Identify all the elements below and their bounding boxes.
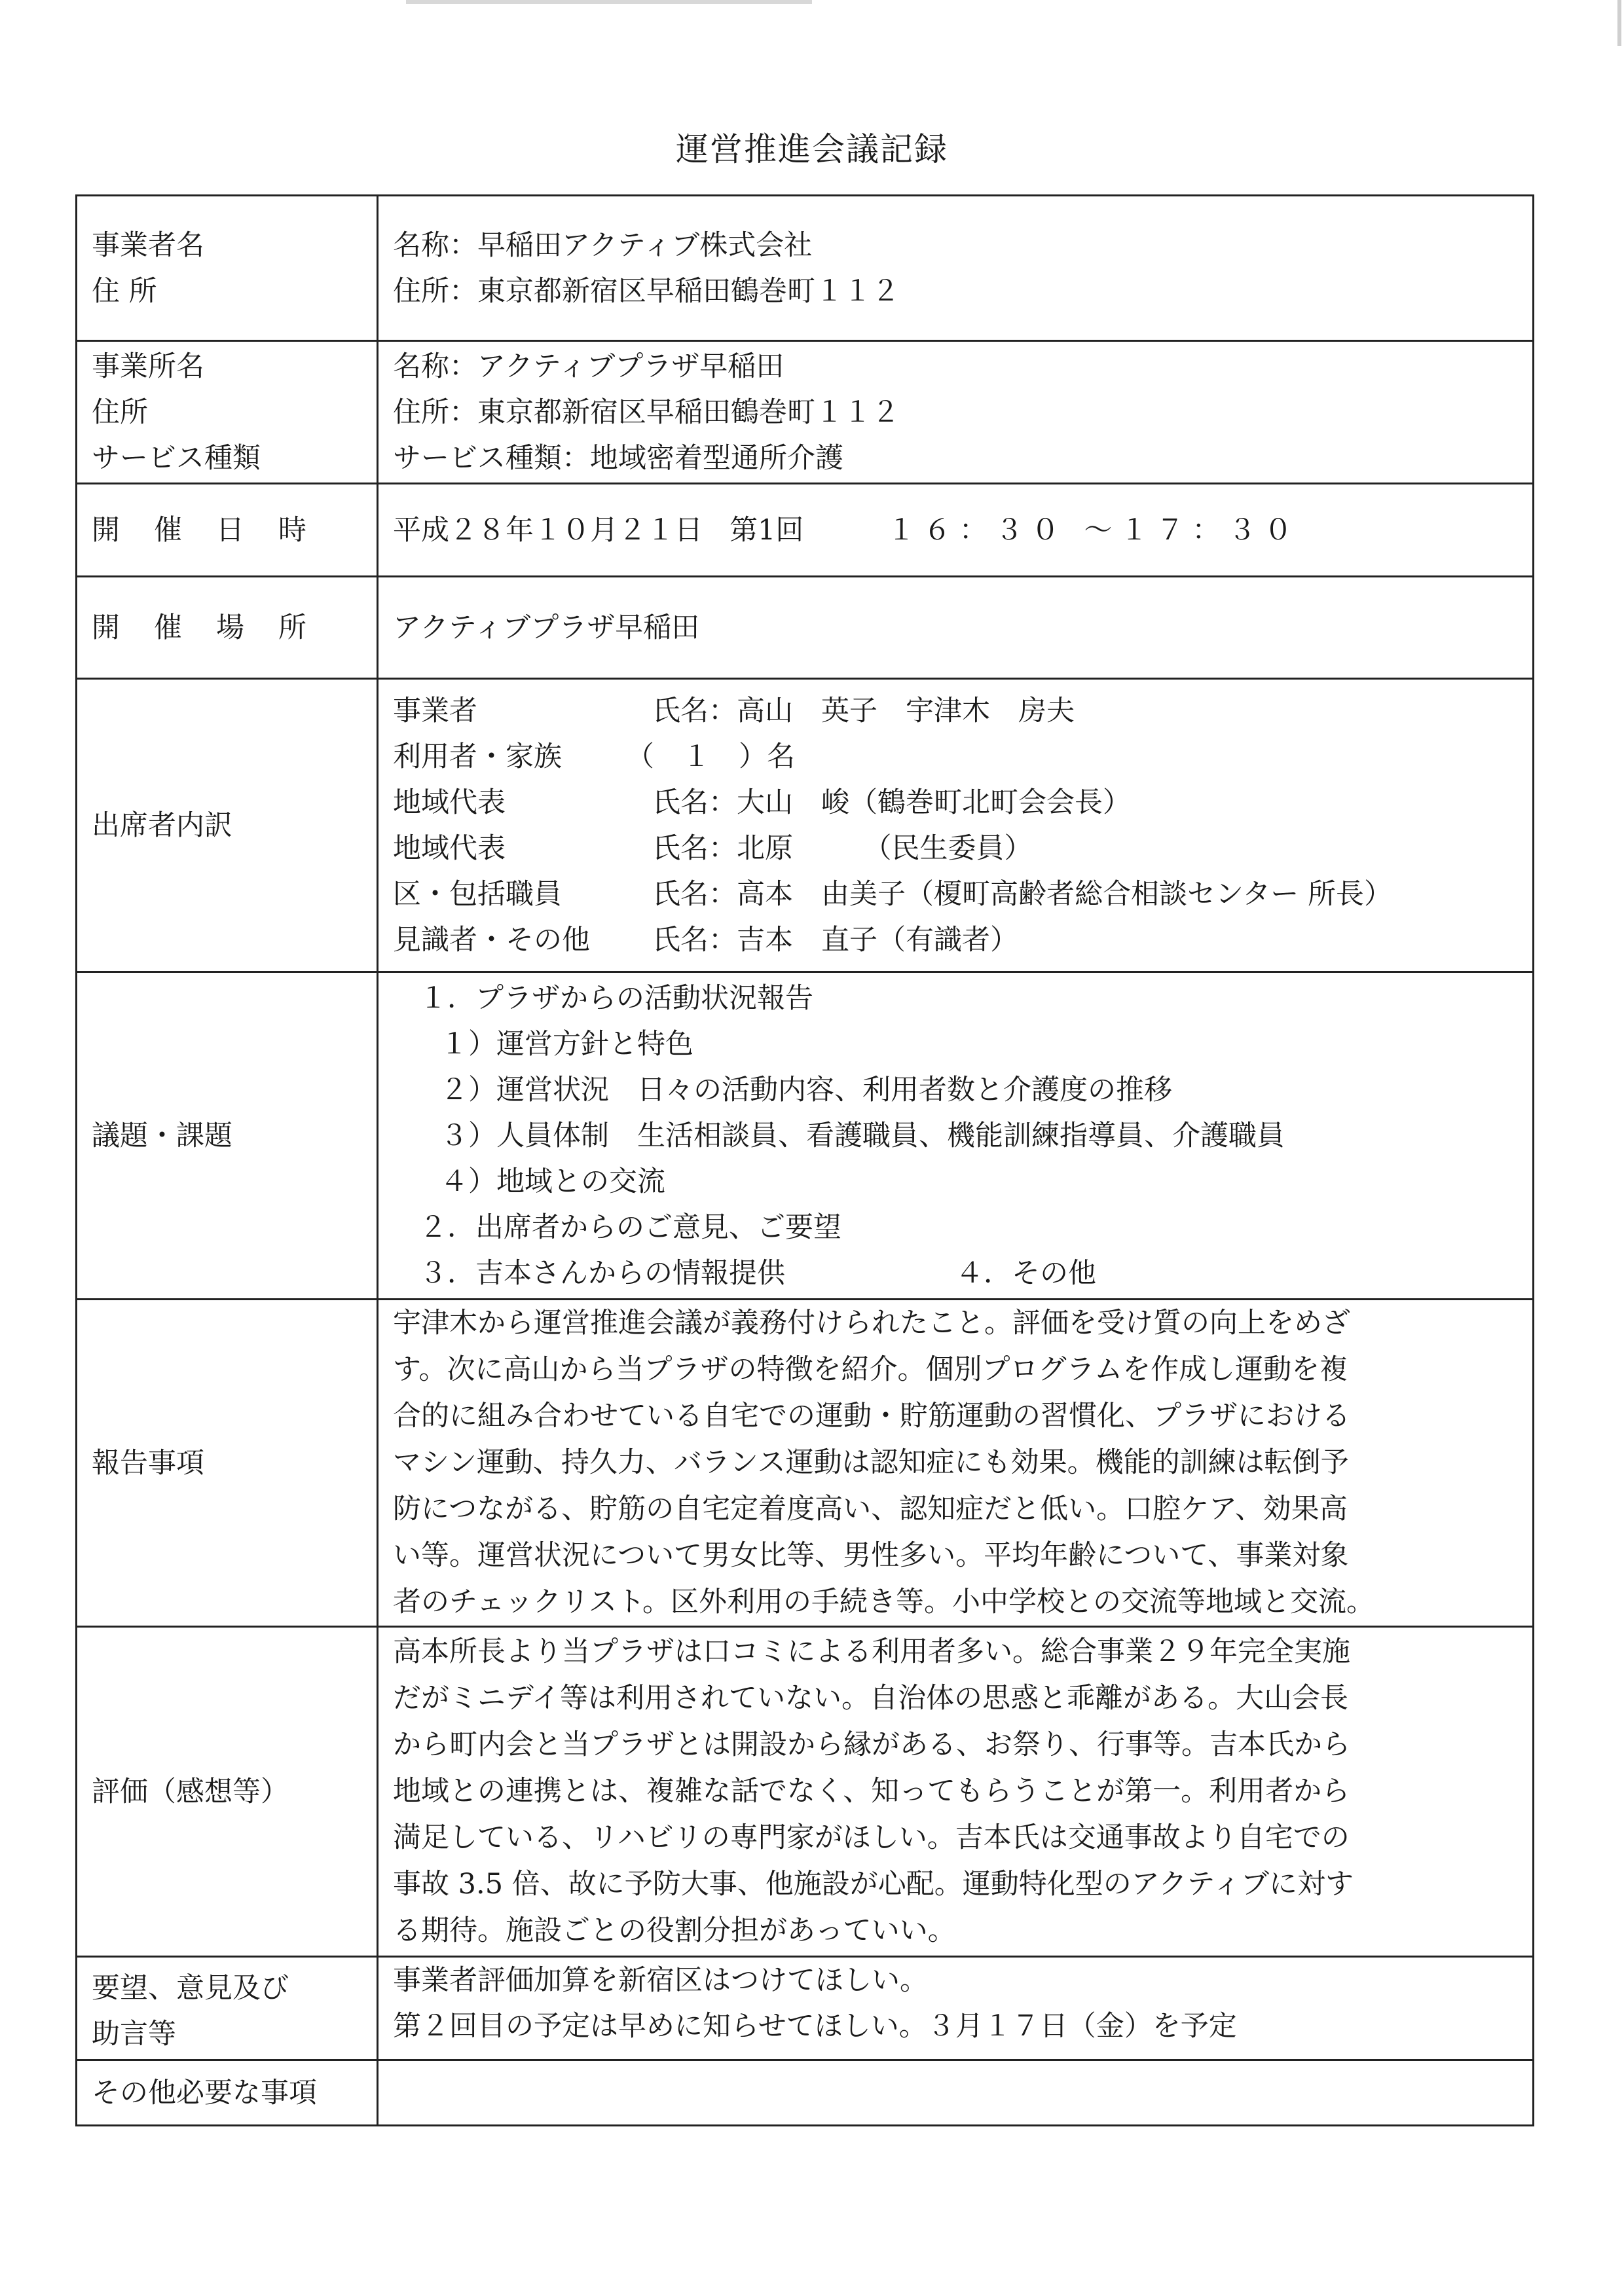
attendee-role: 区・包括職員	[393, 877, 562, 911]
agenda-subitem: １）運営方針と特色	[440, 1027, 693, 1061]
label-text: 開催日時	[92, 513, 341, 547]
agenda-item: １．プラザからの活動状況報告	[419, 981, 813, 1015]
value-other	[378, 2060, 1534, 2126]
label-text: 開催場所	[92, 611, 341, 644]
value-office	[378, 341, 1534, 484]
value-agenda	[378, 972, 1534, 1300]
attendee-item	[393, 734, 1518, 780]
evaluation-line: から町内会と当プラザとは開設から縁がある、お祭り、行事等。吉本氏から	[393, 1728, 1350, 1761]
attendee-role: 事業者	[393, 694, 477, 727]
evaluation-line: る期待。施設ごとの役割分担があっていい。	[393, 1914, 956, 1947]
value-line: 住所：東京都新宿区早稲田鶴巻町１１２	[393, 274, 900, 308]
row-attendees	[77, 679, 1534, 972]
label-requests	[77, 1957, 378, 2060]
label-line: 住 所	[92, 274, 157, 308]
label-evaluation: 評価（感想等）	[77, 1627, 378, 1957]
row-report	[77, 1300, 1534, 1627]
meeting-date: 平成２８年１０月２１日	[393, 513, 703, 547]
attendee-detail: （ １ ）名	[626, 740, 795, 773]
row-operator	[77, 196, 1534, 341]
scan-artifact-right	[1617, 0, 1621, 46]
label-report: 報告事項	[77, 1300, 378, 1627]
agenda-item-other: ４．その他	[955, 1256, 1096, 1290]
row-venue	[77, 577, 1534, 679]
label-line: 事業所名	[92, 350, 204, 383]
evaluation-line: だがミニデイ等は利用されていない。自治体の思惑と乖離がある。大山会長	[393, 1682, 1348, 1715]
agenda-subitem: ４）地域との交流	[440, 1165, 665, 1198]
label-office	[77, 341, 378, 484]
request-line: 事業者評価加算を新宿区はつけてほしい。	[393, 1964, 928, 1997]
value-datetime	[378, 484, 1534, 577]
label-attendees: 出席者内訳	[77, 679, 378, 972]
attendee-detail: 氏名：大山 峻（鶴巻町北町会会長）	[652, 786, 1131, 819]
agenda-item: ２．出席者からのご意見、ご要望	[419, 1211, 841, 1244]
label-line: 要望、意見及び	[92, 1972, 289, 2005]
row-datetime	[77, 484, 1534, 577]
value-line: 名称：アクティブプラザ早稲田	[393, 350, 784, 383]
agenda-item: ３．吉本さんからの情報提供	[419, 1256, 785, 1290]
attendee-role: 地域代表	[393, 831, 506, 865]
agenda-subitem: ２）運営状況 日々の活動内容、利用者数と介護度の推移	[440, 1073, 1172, 1106]
agenda-subitem: ３）人員体制 生活相談員、看護職員、機能訓練指導員、介護職員	[440, 1119, 1285, 1152]
label-line: 住所	[92, 395, 148, 429]
attendee-item	[393, 826, 1518, 871]
value-line: サービス種類：地域密着型通所介護	[393, 441, 843, 475]
attendee-detail: 氏名：北原 （民生委員）	[652, 831, 1033, 865]
value-requests	[378, 1957, 1534, 2060]
report-line: 防につながる、貯筋の自宅定着度高い、認知症だと低い。口腔ケア、効果高	[393, 1493, 1348, 1525]
attendee-item	[393, 780, 1518, 826]
value-report	[378, 1300, 1534, 1627]
report-line: 合的に組み合わせている自宅での運動・貯筋運動の習慣化、プラザにおける	[393, 1400, 1350, 1432]
label-agenda: 議題・課題	[77, 972, 378, 1300]
value-line: 住所：東京都新宿区早稲田鶴巻町１１２	[393, 395, 900, 429]
record-table	[75, 194, 1534, 2126]
row-office	[77, 341, 1534, 484]
label-operator	[77, 196, 378, 341]
label-line: サービス種類	[92, 441, 261, 475]
attendee-role: 地域代表	[393, 786, 506, 819]
report-line: い等。運営状況について男女比等、男性多い。平均年齢について、事業対象	[393, 1539, 1349, 1572]
value-evaluation	[378, 1627, 1534, 1957]
evaluation-line: 満足している、リハビリの専門家がほしい。吉本氏は交通事故より自宅での	[393, 1821, 1350, 1854]
request-line: 第２回目の予定は早めに知らせてほしい。３月１７日（金）を予定	[393, 2010, 1237, 2043]
value-line: 名称：早稲田アクティブ株式会社	[393, 228, 813, 262]
scan-artifact-top	[406, 0, 812, 4]
row-requests	[77, 1957, 1534, 2060]
attendee-item	[393, 688, 1518, 734]
row-other	[77, 2060, 1534, 2126]
label-datetime	[77, 484, 378, 577]
attendee-detail: 氏名：吉本 直子（有識者）	[652, 923, 1018, 957]
report-line: 宇津木から運営推進会議が義務付けられたこと。評価を受け質の向上をめざ	[393, 1307, 1350, 1339]
attendee-item	[393, 917, 1518, 963]
label-line: 事業者名	[92, 228, 204, 262]
document-title: 運営推進会議記録	[676, 130, 948, 168]
row-agenda	[77, 972, 1534, 1300]
evaluation-line: 地域との連携とは、複雑な話でなく、知ってもらうことが第一。利用者から	[393, 1775, 1350, 1808]
evaluation-line: 事故 3.5 倍、故に予防大事、他施設が心配。運動特化型のアクティブに対す	[393, 1868, 1354, 1901]
attendee-role: 利用者・家族	[393, 740, 562, 773]
value-venue: アクティブプラザ早稲田	[378, 577, 1534, 679]
report-line: す。次に高山から当プラザの特徴を紹介。個別プログラムを作成し運動を複	[393, 1353, 1348, 1386]
attendee-role: 見識者・その他	[393, 923, 590, 957]
label-line: 助言等	[92, 2018, 176, 2050]
report-line: 者のチェックリスト。区外利用の手続き等。小中学校との交流等地域と交流。	[393, 1586, 1375, 1618]
agenda-item-row	[393, 1250, 1518, 1296]
attendee-detail: 氏名：高本 由美子（榎町高齢者総合相談センター 所長）	[652, 877, 1392, 911]
evaluation-line: 高本所長より当プラザは口コミによる利用者多い。総合事業２９年完全実施	[393, 1635, 1350, 1668]
label-venue	[77, 577, 378, 679]
attendee-detail: 氏名：高山 英子 宇津木 房夫	[652, 694, 1075, 727]
meeting-time: １６：３０ ～１７：３０	[887, 513, 1301, 547]
label-other: その他必要な事項	[77, 2060, 378, 2126]
value-attendees	[378, 679, 1534, 972]
attendee-item	[393, 871, 1518, 917]
row-evaluation	[77, 1627, 1534, 1957]
meeting-session: 第1回	[729, 513, 804, 547]
value-operator	[378, 196, 1534, 341]
report-line: マシン運動、持久力、バランス運動は認知症にも効果。機能的訓練は転倒予	[393, 1446, 1349, 1479]
